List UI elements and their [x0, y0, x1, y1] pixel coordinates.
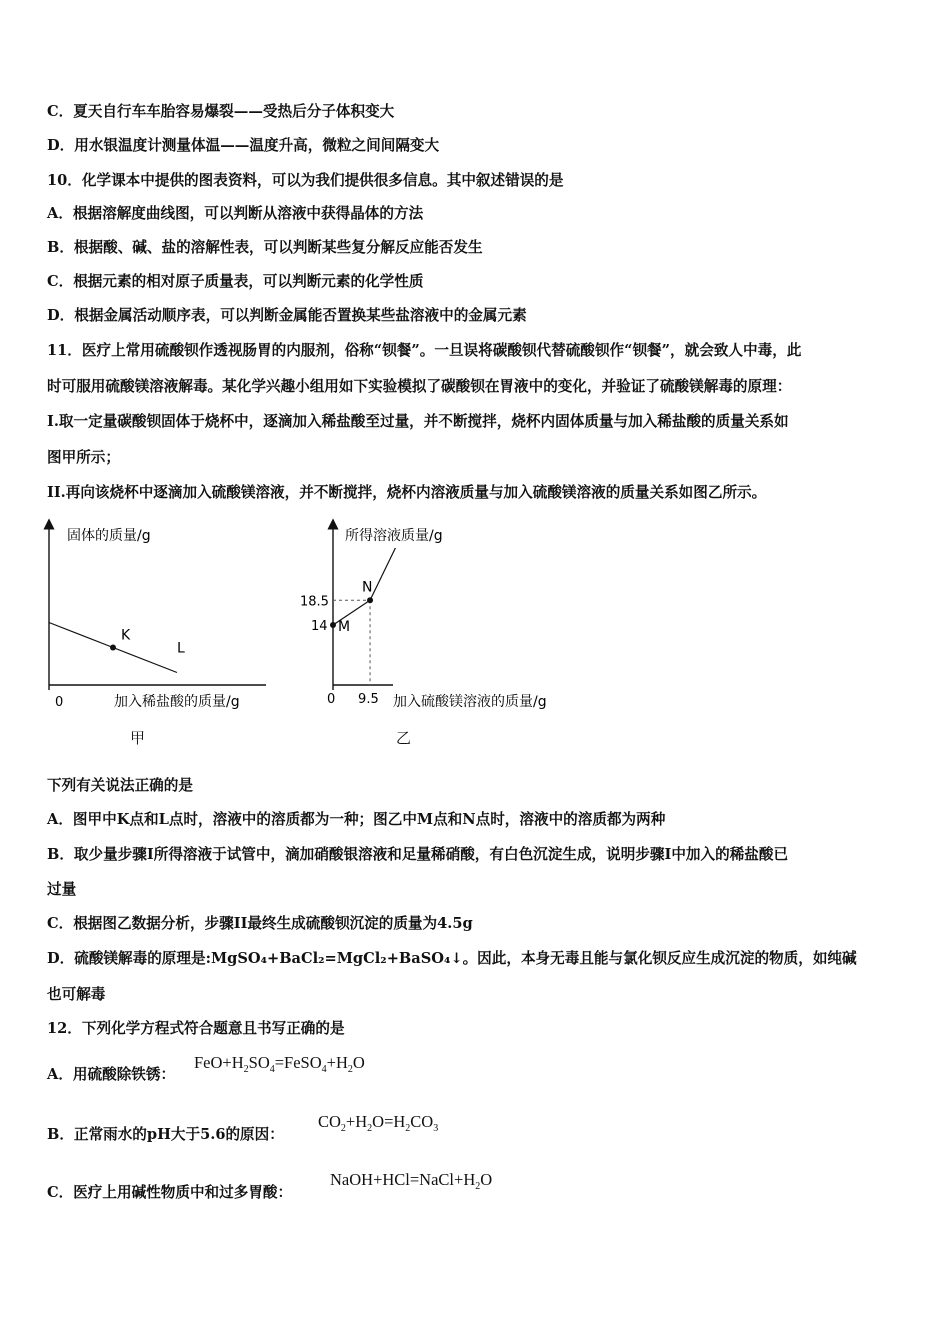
q10-option-c: C．根据元素的相对原子质量表，可以判断元素的化学性质 — [47, 273, 424, 290]
jia-y-label: 固体的质量/g — [67, 528, 151, 544]
jia-point-k — [110, 645, 116, 651]
q9-option-d: D．用水银温度计测量体温——温度升高，微粒之间间隔变大 — [47, 137, 440, 154]
yi-xtick-9-5: 9.5 — [358, 692, 379, 707]
jia-x-label: 加入稀盐酸的质量/g — [114, 694, 240, 710]
figure-label-jia: 甲 — [130, 729, 146, 747]
figure-label-yi: 乙 — [396, 729, 412, 747]
yi-ytick-14: 14 — [311, 619, 328, 634]
q11-option-c: C．根据图乙数据分析，步骤II最终生成硫酸钡沉淀的质量为4.5g — [47, 915, 473, 932]
q10-option-b: B．根据酸、碱、盐的溶解性表，可以判断某些复分解反应能否发生 — [47, 239, 483, 256]
q12-option-a: A．用硫酸除铁锈： — [47, 1066, 176, 1083]
q12-option-c: C．医疗上用碱性物质中和过多胃酸： — [47, 1184, 293, 1201]
chart-yi — [295, 518, 585, 718]
equation-a: $FeO+H_2SO_4=FeSO_4+H_2O$ — [194, 1053, 365, 1075]
q11-stem-line1: 11．医疗上常用硫酸钡作透视肠胃的内服剂，俗称“钡餐”。一旦误将碳酸钡代替硫酸钡作“钡餐”，就会致人中毒，此 — [47, 342, 802, 359]
q12-option-b: B．正常雨水的pH大于5.6的原因： — [47, 1126, 284, 1143]
q11-stem-line2: 时可服用硫酸镁溶液解毒。某化学兴趣小组用如下实验模拟了碳酸钡在胃液中的变化，并验证了硫酸镁解毒的原理： — [47, 378, 792, 395]
yi-y-label: 所得溶液质量/g — [345, 528, 443, 544]
q11-option-b-line2: 过量 — [47, 881, 77, 898]
q11-option-b-line1: B．取少量步骤I所得溶液于试管中，滴加硝酸银溶液和足量稀硝酸，有白色沉淀生成，说明步骤I中加入的稀盐酸已 — [47, 846, 789, 863]
q12-stem: 12．下列化学方程式符合题意且书写正确的是 — [47, 1020, 345, 1037]
equation-b: $CO_2+H_2O=H_2CO_3$ — [318, 1112, 439, 1134]
jia-origin: 0 — [55, 695, 64, 710]
q11-option-a: A．图甲中K点和L点时，溶液中的溶质都为一种；图乙中M点和N点时，溶液中的溶质都为两种 — [47, 811, 666, 828]
jia-label-l: L — [177, 640, 185, 657]
q11-question: 下列有关说法正确的是 — [47, 777, 193, 794]
q11-step1-line1: I.取一定量碳酸钡固体于烧杯中，逐滴加入稀盐酸至过量，并不断搅拌，烧杯内固体质量与加入稀盐酸的质量关系如 — [47, 413, 789, 430]
yi-label-m: M — [338, 619, 351, 635]
q11-step2: II.再向该烧杯中逐滴加入硫酸镁溶液，并不断搅拌，烧杯内溶液质量与加入硫酸镁溶液的质量关系如图乙所示。 — [47, 484, 767, 501]
q10-option-d: D．根据金属活动顺序表，可以判断金属能否置换某些盐溶液中的金属元素 — [47, 307, 527, 324]
yi-point-m — [330, 622, 336, 628]
yi-label-n: N — [362, 579, 373, 596]
yi-point-n — [367, 597, 373, 603]
yi-ytick-18-5: 18.5 — [300, 594, 329, 610]
q10-stem: 10．化学课本中提供的图表资料，可以为我们提供很多信息。其中叙述错误的是 — [47, 172, 564, 189]
yi-origin: 0 — [327, 692, 336, 707]
yi-x-label: 加入硫酸镁溶液的质量/g — [393, 694, 547, 710]
q11-option-d-line2: 也可解毒 — [47, 986, 106, 1003]
equation-c: $NaOH+HCl=NaCl+H_2O$ — [330, 1170, 493, 1192]
q11-option-d-line1: D．硫酸镁解毒的原理是:MgSO₄+BaCl₂=MgCl₂+BaSO₄↓。因此，本身无毒且能与氯化钡反应生成沉淀的物质，如纯碱 — [47, 950, 857, 967]
q10-option-a: A．根据溶解度曲线图，可以判断从溶液中获得晶体的方法 — [47, 205, 424, 222]
chart-jia — [40, 518, 280, 718]
jia-label-k: K — [121, 627, 131, 644]
q9-option-c: C．夏天自行车车胎容易爆裂——受热后分子体积变大 — [47, 103, 395, 120]
q11-step1-line2: 图甲所示； — [47, 449, 120, 466]
